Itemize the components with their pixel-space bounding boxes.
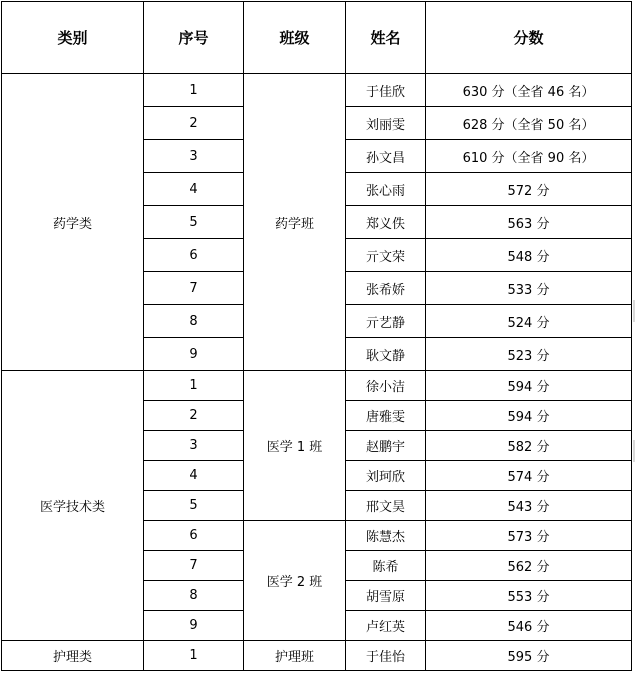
score-table [1,1,632,671]
score-cell: 548 分 [426,239,632,272]
number-cell: 8 [144,305,244,338]
student-name-cell: 唐雅雯 [346,401,426,431]
class-cell: 药学班 [244,74,346,371]
score-cell: 574 分 [426,461,632,491]
number-cell: 1 [144,641,244,671]
number-cell: 9 [144,338,244,371]
category-cell: 医学技术类 [2,371,144,641]
score-cell: 524 分 [426,305,632,338]
score-cell: 563 分 [426,206,632,239]
number-cell: 6 [144,521,244,551]
table-row [2,74,632,107]
student-name-cell: 张希娇 [346,272,426,305]
score-cell: 546 分 [426,611,632,641]
number-cell: 1 [144,74,244,107]
number-cell: 2 [144,107,244,140]
student-name-cell: 陈希 [346,551,426,581]
score-cell: 523 分 [426,338,632,371]
edge-mark [633,440,635,462]
number-cell: 5 [144,206,244,239]
student-name-cell: 刘珂欣 [346,461,426,491]
student-name-cell: 于佳欣 [346,74,426,107]
number-cell: 5 [144,491,244,521]
table-row [2,641,632,671]
student-name-cell: 耿文静 [346,338,426,371]
score-cell: 572 分 [426,173,632,206]
student-name-cell: 孙文昌 [346,140,426,173]
student-name-cell: 亓文荣 [346,239,426,272]
class-cell: 医学 1 班 [244,371,346,521]
student-name-cell: 徐小洁 [346,371,426,401]
number-cell: 6 [144,239,244,272]
student-name-cell: 张心雨 [346,173,426,206]
header-row [2,2,632,74]
student-name-cell: 刘丽雯 [346,107,426,140]
number-cell: 9 [144,611,244,641]
student-name-cell: 卢红英 [346,611,426,641]
number-cell: 4 [144,461,244,491]
edge-mark [633,300,635,322]
score-cell: 543 分 [426,491,632,521]
score-cell: 595 分 [426,641,632,671]
number-cell: 8 [144,581,244,611]
number-cell: 1 [144,371,244,401]
header-number: 序号 [144,2,244,74]
student-name-cell: 邢文昊 [346,491,426,521]
score-cell: 594 分 [426,401,632,431]
score-cell: 594 分 [426,371,632,401]
header-class: 班级 [244,2,346,74]
table-row [2,371,632,401]
class-cell: 医学 2 班 [244,521,346,641]
category-cell: 护理类 [2,641,144,671]
header-name: 姓名 [346,2,426,74]
category-cell: 药学类 [2,74,144,371]
score-cell: 573 分 [426,521,632,551]
number-cell: 7 [144,551,244,581]
class-cell: 护理班 [244,641,346,671]
header-category: 类别 [2,2,144,74]
score-cell: 628 分（全省 50 名） [426,107,632,140]
number-cell: 3 [144,431,244,461]
student-name-cell: 郑义佚 [346,206,426,239]
number-cell: 7 [144,272,244,305]
score-cell: 582 分 [426,431,632,461]
score-cell: 610 分（全省 90 名） [426,140,632,173]
number-cell: 3 [144,140,244,173]
student-name-cell: 胡雪原 [346,581,426,611]
student-name-cell: 亓艺静 [346,305,426,338]
score-cell: 553 分 [426,581,632,611]
student-name-cell: 陈慧杰 [346,521,426,551]
number-cell: 2 [144,401,244,431]
score-cell: 533 分 [426,272,632,305]
student-name-cell: 赵鹏宇 [346,431,426,461]
student-name-cell: 于佳怡 [346,641,426,671]
score-cell: 630 分（全省 46 名） [426,74,632,107]
score-cell: 562 分 [426,551,632,581]
header-score: 分数 [426,2,632,74]
number-cell: 4 [144,173,244,206]
